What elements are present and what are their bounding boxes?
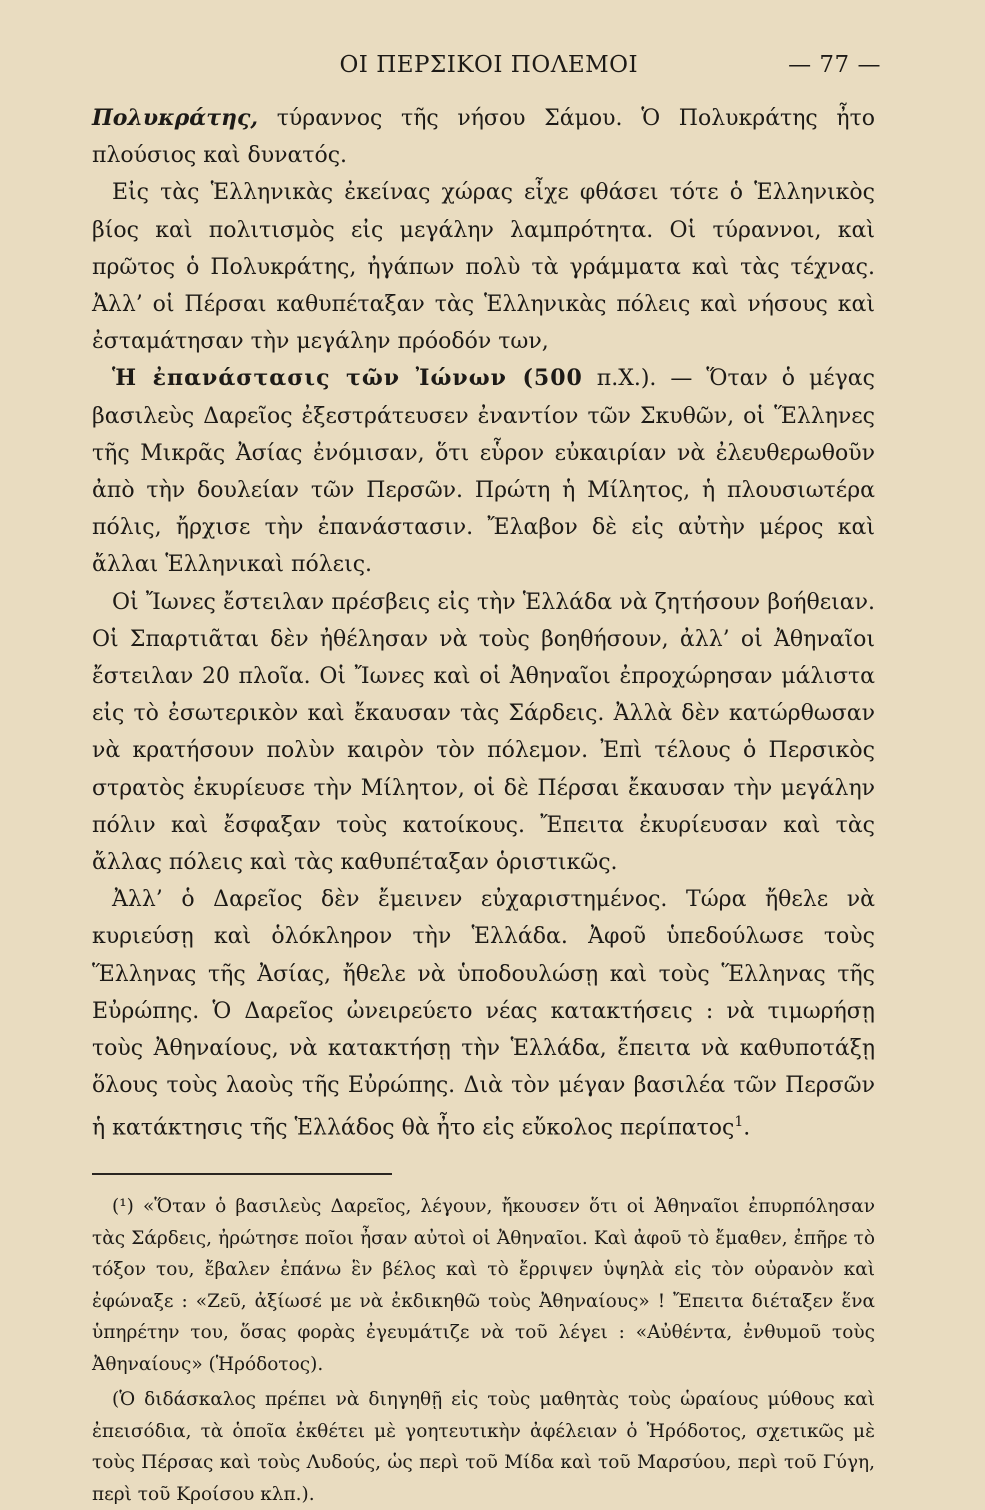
footnote-divider bbox=[92, 1173, 392, 1175]
footnotes bbox=[92, 1191, 875, 1510]
footnote-1-text: «Ὅταν ὁ βασιλεὺς Δαρεῖος, λέγουν, ἤκουσεν ὅτι οἱ Ἀθηναῖοι ἐπυρπόλησαν τὰς Σάρδεις, ἠρώτησε ποῖοι ἦσαν αὐτοὶ οἱ Ἀθηναῖοι. Καὶ ἀφοῦ τὸ ἔμαθεν, ἐπῆρε τὸ τόξον του, ἔβαλεν ἐπάνω ἓν βέλος καὶ τὸ ἔρριψεν ὑψηλὰ εἰς τὸν οὐρανὸν καὶ ἐφώναξε : «Ζεῦ, ἀξίωσέ με νὰ ἐκδικηθῶ τοὺς Ἀθηναίους» ! Ἔπειτα διέταξεν ἕνα ὑπηρέτην του, ὅσας φορὰς ἐγευμάτιζε νὰ τοῦ λέγει : «Αὐθέντα, ἐνθυμοῦ τοὺς Ἀθηναίους» (Ἡρόδοτος). bbox=[92, 1196, 875, 1375]
section-heading: Ἡ ἐπανάστασις τῶν Ἰώνων (500 bbox=[112, 365, 583, 392]
page-header bbox=[92, 52, 881, 96]
paragraph-3-text: — Ὅταν ὁ μέγας βασιλεὺς Δαρεῖος ἐξεστράτευσεν ἐναντίον τῶν Σκυθῶν, οἱ Ἕλληνες τῆς Μικρᾶς Ἀσίας ἐνόμισαν, ὅτι εὗρον εὐκαιρίαν νὰ ἐλευθερωθοῦν ἀπὸ τὴν δουλείαν τῶν Περσῶν. Πρώτη ἡ Μίλητος, ἡ πλουσιωτέρα πόλις, ἤρχισε τὴν ἐπανάστασιν. Ἔλαβον δὲ εἰς αὐτὴν μέρος καὶ ἄλλαι Ἑλληνικαὶ πόλεις. bbox=[92, 366, 875, 578]
footnote-2: (Ὁ διδάσκαλος πρέπει νὰ διηγηθῇ εἰς τοὺς μαθητὰς τοὺς ὡραίους μύθους καὶ ἐπεισόδια, τὰ ὁποῖα ἐκθέτει μὲ γοητευτικὴν ἀφέλειαν ὁ Ἡρόδοτος, σχετικῶς μὲ τοὺς Πέρσας καὶ τοὺς Λυδούς, ὡς περὶ τοῦ Μίδα καὶ τοῦ Μαρσύου, περὶ τοῦ Γύγη, περὶ τοῦ Κροίσου κλπ.). bbox=[92, 1389, 875, 1505]
footnote-1 bbox=[92, 1191, 875, 1380]
paragraph-2: Εἰς τὰς Ἑλληνικὰς ἐκείνας χώρας εἶχε φθάσει τότε ὁ Ἑλληνικὸς βίος καὶ πολιτισμὸς εἰς μεγάλην λαμπρότητα. Οἱ τύραννοι, καὶ πρῶτος ὁ Πολυκράτης, ἠγάπων πολὺ τὰ γράμματα καὶ τὰς τέχνας. Ἀλλ’ οἱ Πέρσαι καθυπέταξαν τὰς Ἑλληνικὰς πόλεις καὶ νήσους καὶ ἐσταμάτησαν τὴν μεγάλην πρόοδόν των, bbox=[92, 180, 875, 355]
main-text bbox=[92, 100, 875, 1147]
page-number: — 77 — bbox=[788, 52, 881, 78]
running-title: ΟΙ ΠΕΡΣΙΚΟΙ ΠΟΛΕΜΟΙ bbox=[339, 52, 639, 78]
footnote-1-mark: (¹) bbox=[112, 1196, 134, 1218]
section-heading-date: π.Χ.). bbox=[582, 366, 657, 392]
footnote-reference: 1 bbox=[734, 1114, 744, 1131]
paragraph-1 bbox=[92, 100, 875, 174]
paragraph-5-tail: . bbox=[743, 1115, 751, 1141]
paragraph-5-text: Ἀλλ’ ὁ Δαρεῖος δὲν ἔμεινεν εὐχαριστημένος. Τώρα ἤθελε νὰ κυριεύσῃ καὶ ὁλόκληρον τὴν Ἑλλάδα. Ἀφοῦ ὑπεδούλωσε τοὺς Ἕλληνας τῆς Ἀσίας, ἤθελε νὰ ὑποδουλώσῃ καὶ τοὺς Ἕλληνας τῆς Εὐρώπης. Ὁ Δαρεῖος ὠνειρεύετο νέας κατακτήσεις : νὰ τιμωρήσῃ τοὺς Ἀθηναίους, νὰ κατακτήσῃ τὴν Ἑλλάδα, ἔπειτα νὰ καθυποτάξῃ ὅλους τοὺς λαοὺς τῆς Εὐρώπης. Διὰ τὸν μέγαν βασιλέα τῶν Περσῶν ἡ κατάκτησις τῆς Ἑλλάδος θὰ ἦτο εἰς εὔκολος περίπατος bbox=[92, 887, 875, 1141]
term-polykrates: Πολυκράτης, bbox=[92, 105, 259, 131]
paragraph-1-text: τύραννος τῆς νήσου Σάμου. Ὁ Πολυκράτης ἦτο πλούσιος καὶ δυνατός. bbox=[92, 106, 875, 169]
paragraph-3 bbox=[92, 360, 875, 583]
paragraph-4: Οἱ Ἴωνες ἔστειλαν πρέσβεις εἰς τὴν Ἑλλάδα νὰ ζητήσουν βοήθειαν. Οἱ Σπαρτιᾶται δὲν ἠθέλησαν νὰ τοὺς βοηθήσουν, ἀλλ’ οἱ Ἀθηναῖοι ἔστειλαν 20 πλοῖα. Οἱ Ἴωνες καὶ οἱ Ἀθηναῖοι ἐπροχώρησαν μάλιστα εἰς τὸ ἐσωτερικὸν καὶ ἔκαυσαν τὰς Σάρδεις. Ἀλλὰ δὲν κατώρθωσαν νὰ κρατήσουν πολὺν καιρὸν τὸν πόλεμον. Ἐπὶ τέλους ὁ Περσικὸς στρατὸς ἐκυρίευσε τὴν Μίλητον, οἱ δὲ Πέρσαι ἔκαυσαν τὴν μεγάλην πόλιν καὶ ἔσφαξαν τοὺς κατοίκους. Ἔπειτα ἐκυρίευσαν καὶ τὰς ἄλλας πόλεις καὶ τὰς καθυπέταξαν ὁριστικῶς. bbox=[92, 589, 875, 876]
paragraph-5 bbox=[92, 881, 875, 1147]
